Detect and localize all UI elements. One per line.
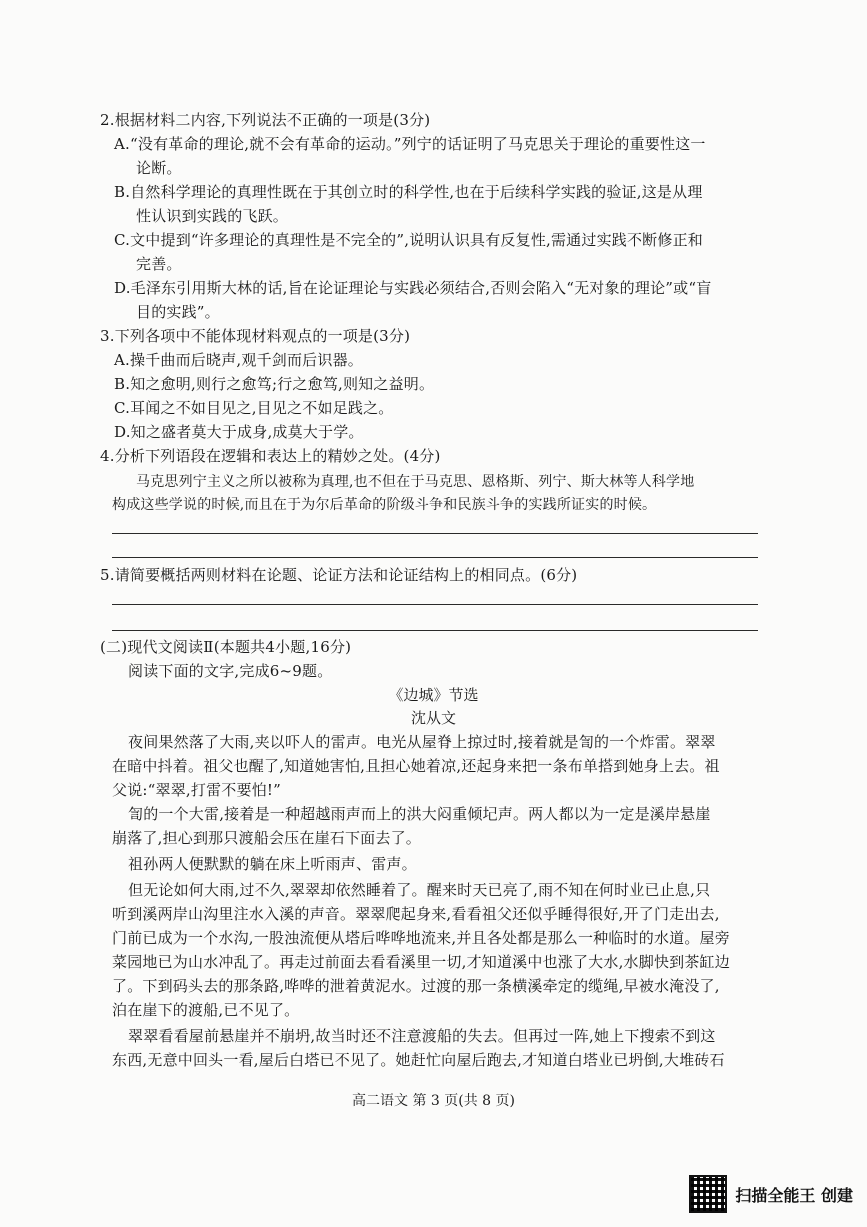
watermark-text: 扫描全能王 创建 <box>735 1185 853 1205</box>
passage-line: 泊在崖下的渡船,已不见了。 <box>112 1001 300 1019</box>
q3-option-a: A.操千曲而后晓声,观千剑而后识器。 <box>114 351 363 369</box>
passage-title: 《边城》节选 <box>388 686 479 704</box>
q5-stem: 5.请简要概括两则材料在论题、论证方法和论证结构上的相同点。(6分) <box>100 566 578 584</box>
q2-option-d: D.毛泽东引用斯大林的话,旨在论证理论与实践必须结合,否则会陷入“无对象的理论”或“盲 <box>114 279 712 297</box>
answer-line[interactable] <box>112 630 758 631</box>
q4-quote-line2: 构成这些学说的时候,而且在于为尔后革命的阶级斗争和民族斗争的实践所证实的时候。 <box>112 497 657 513</box>
passage-line: 祖孙两人便默默的躺在床上听雨声、雷声。 <box>128 855 417 873</box>
passage-author: 沈从文 <box>410 709 456 727</box>
section-heading: (二)现代文阅读Ⅱ(本题共4小题,16分) <box>100 638 352 656</box>
passage-line: 听到溪两岸山沟里注水入溪的声音。翠翠爬起身来,看看祖父还似乎睡得很好,开了门走出去, <box>112 905 720 923</box>
q3-option-c: C.耳闻之不如目见之,目见之不如足践之。 <box>114 399 394 417</box>
passage-line: 东西,无意中回头一看,屋后白塔已不见了。她赶忙向屋后跑去,才知道白塔业已坍倒,大堆砖石 <box>112 1051 725 1069</box>
q4-quote-line1: 马克思列宁主义之所以被称为真理,也不但在于马克思、恩格斯、列宁、斯大林等人科学地 <box>136 474 695 490</box>
passage-line: 了。下到码头去的那条路,哗哗的泄着黄泥水。过渡的那一条横溪牵定的缆绳,早被水淹没了, <box>112 977 720 995</box>
q2-option-b: B.自然科学理论的真理性既在于其创立时的科学性,也在于后续科学实践的验证,这是从理 <box>114 183 703 201</box>
passage-line: 门前已成为一个水沟,一股浊流便从塔后哗哗地流来,并且各处都是那么一种临时的水道。屋旁 <box>112 929 730 947</box>
answer-line[interactable] <box>112 557 758 558</box>
passage-line: 訇的一个大雷,接着是一种超越雨声而上的洪大闷重倾圮声。两人都以为一定是溪岸悬崖 <box>128 805 711 823</box>
passage-line: 但无论如何大雨,过不久,翠翠却依然睡着了。醒来时天已亮了,雨不知在何时业已止息,只 <box>128 881 711 899</box>
passage-line: 夜间果然落了大雨,夹以吓人的雷声。电光从屋脊上掠过时,接着就是訇的一个炸雷。翠翠 <box>128 733 716 751</box>
answer-line[interactable] <box>112 533 758 534</box>
answer-line[interactable] <box>112 604 758 605</box>
q4-stem: 4.分析下列语段在逻辑和表达上的精妙之处。(4分) <box>100 447 441 465</box>
passage-line: 父说:“翠翠,打雷不要怕!” <box>112 781 281 799</box>
passage-line: 崩落了,担心到那只渡船会压在崖石下面去了。 <box>112 829 421 847</box>
q2-option-a-cont: 论断。 <box>136 159 182 177</box>
q2-option-c: C.文中提到“许多理论的真理性是不完全的”,说明认识具有反复性,需通过实践不断修正和 <box>114 231 703 249</box>
q2-option-d-cont: 目的实践”。 <box>136 303 220 321</box>
q3-stem: 3.下列各项中不能体现材料观点的一项是(3分) <box>100 327 411 345</box>
q2-stem: 2.根据材料二内容,下列说法不正确的一项是(3分) <box>100 111 431 129</box>
passage-line: 翠翠看看屋前悬崖并不崩坍,故当时还不注意渡船的失去。但再过一阵,她上下搜索不到这 <box>128 1027 716 1045</box>
scanner-watermark <box>689 1175 853 1213</box>
q2-option-b-cont: 性认识到实践的飞跃。 <box>136 207 289 225</box>
section-instruction: 阅读下面的文字,完成6~9题。 <box>128 662 333 680</box>
q2-option-a: A.“没有革命的理论,就不会有革命的运动。”列宁的话证明了马克思关于理论的重要性这一 <box>114 135 706 153</box>
qr-code-icon <box>689 1175 727 1213</box>
passage-line: 菜园地已为山水冲乱了。再走过前面去看看溪里一切,才知道溪中也涨了大水,水脚快到茶缸边 <box>112 953 730 971</box>
q3-option-d: D.知之盛者莫大于成身,成莫大于学。 <box>114 423 364 441</box>
page-footer: 高二语文 第 3 页(共 8 页) <box>352 1093 515 1109</box>
q2-option-c-cont: 完善。 <box>136 255 182 273</box>
q3-option-b: B.知之愈明,则行之愈笃;行之愈笃,则知之益明。 <box>114 375 435 393</box>
passage-line: 在暗中抖着。祖父也醒了,知道她害怕,且担心她着凉,还起身来把一条布单搭到她身上去。祖 <box>112 757 720 775</box>
